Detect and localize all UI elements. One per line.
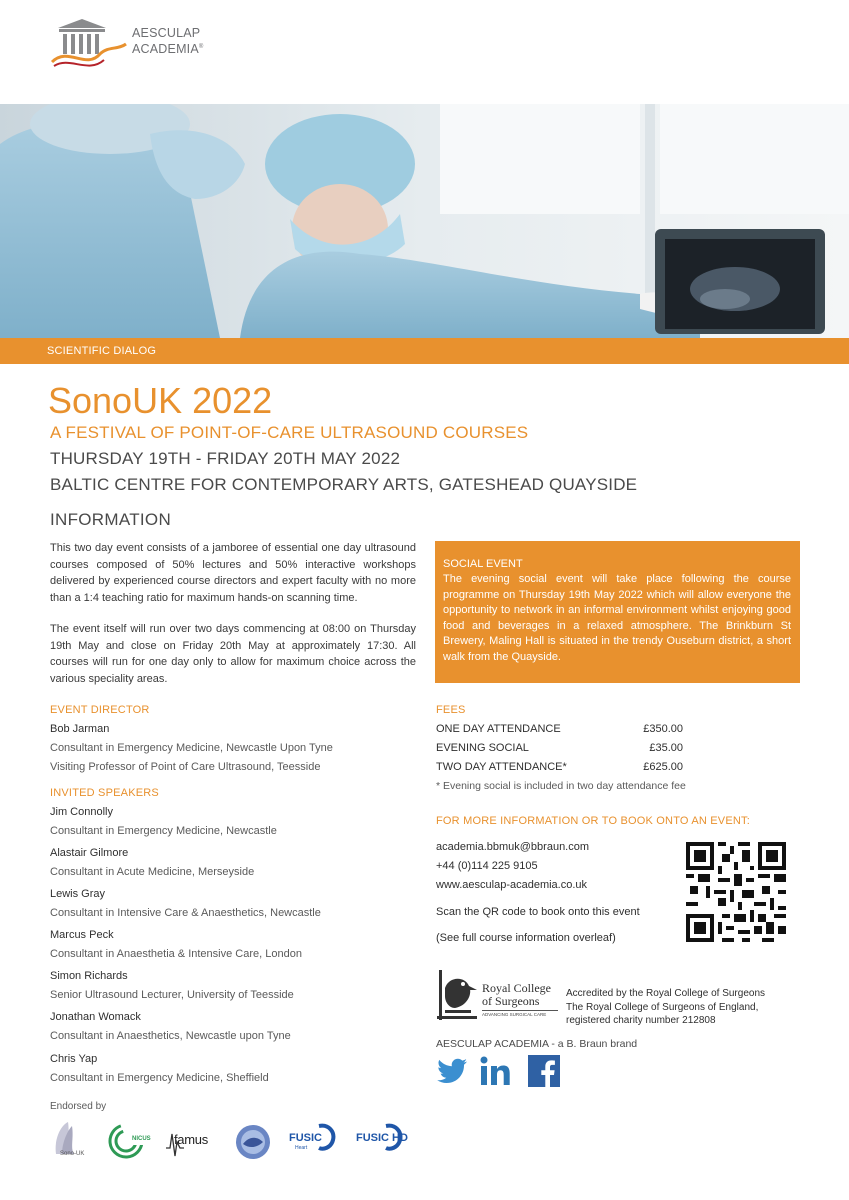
event-venue: BALTIC CENTRE FOR CONTEMPORARY ARTS, GATESHEAD QUAYSIDE: [50, 475, 638, 494]
rcs-logo-line2: of Surgeons: [482, 994, 540, 1008]
fusic-heart-logo: [289, 1120, 337, 1162]
rcs-accreditation: [566, 987, 765, 1028]
twitter-icon[interactable]: [436, 1055, 468, 1087]
hero-photo: [0, 104, 849, 338]
speaker-name: Lewis Gray: [50, 888, 106, 900]
event-director-heading: EVENT DIRECTOR: [50, 704, 150, 716]
director-name: Bob Jarman: [50, 723, 110, 735]
qr-instruction: Scan the QR code to book onto this event: [436, 906, 640, 918]
social-event-text: The evening social event will take place following the course programme on Thursday 19th May 2022 which will allow everyone the opportunity to network in an informal environment whilst enjoying good food and beverages in a relaxed atmosphere. The Brinkburn St Brewery, Maling Hall is situated in the trendy Ouseburn district, a short walk from the Quayside.: [443, 573, 791, 663]
fee-note: * Evening social is included in two day attendance fee: [436, 780, 686, 792]
brand-wordmark: [132, 26, 204, 56]
fee-label: ONE DAY ATTENDANCE: [436, 723, 561, 735]
event-title: SonoUK 2022: [48, 380, 273, 421]
speaker-name: Chris Yap: [50, 1053, 98, 1065]
fee-label: EVENING SOCIAL: [436, 742, 529, 754]
brand-line1: AESCULAP: [132, 26, 201, 40]
fees-heading: FEES: [436, 704, 466, 716]
email-link[interactable]: academia.bbmuk@bbraun.com: [436, 841, 590, 853]
speaker-name: Jim Connolly: [50, 806, 113, 818]
rcs-logo-line1: Royal College: [482, 981, 551, 995]
fusic-hd-label: FUSIC HD: [356, 1132, 408, 1144]
social-event-heading: SOCIAL EVENT: [443, 558, 523, 570]
speaker-role: Consultant in Acute Medicine, Merseyside: [50, 866, 255, 878]
endorsed-by-label: Endorsed by: [50, 1101, 107, 1112]
speaker-name: Alastair Gilmore: [50, 847, 129, 859]
speaker-name: Marcus Peck: [50, 929, 114, 941]
band-label: SCIENTIFIC DIALOG: [47, 345, 157, 357]
info-paragraph: This two day event consists of a jamboree of essential one day ultrasound courses composed of 50% lectures and 50% interactive workshops delivered by experienced course directors and expert faculty with no more than a 1:4 teaching ratio for maximum hands-on scanning time.: [50, 542, 416, 604]
qr-code[interactable]: [686, 842, 786, 942]
fusic-hd-logo: [356, 1120, 420, 1162]
famus-logo: [164, 1120, 220, 1162]
speaker-role: Consultant in Anaesthetia & Intensive Care, London: [50, 948, 302, 960]
facebook-icon[interactable]: [528, 1055, 560, 1087]
fusic-heart-sub: Heart: [295, 1145, 308, 1151]
website-link[interactable]: www.aesculap-academia.co.uk: [436, 879, 588, 891]
rcs-line: The Royal College of Surgeons of England,: [566, 1001, 759, 1013]
brand-line: AESCULAP ACADEMIA - a B. Braun brand: [436, 1038, 638, 1050]
brand-reg: ®: [198, 44, 204, 50]
info-paragraph: The event itself will run over two days commencing at 08:00 on Thursday 19th May and close on Friday 20th May at approximately 17:30. All courses will run for one day only to allow for maximum choice across the various speciality areas.: [50, 623, 416, 685]
brand-line2: ACADEMIA: [132, 42, 199, 57]
event-subtitle: A FESTIVAL OF POINT-OF-CARE ULTRASOUND COURSES: [50, 423, 529, 442]
fee-value: £35.00: [649, 742, 683, 754]
invited-speakers-heading: INVITED SPEAKERS: [50, 787, 159, 799]
rcs-line: registered charity number 212808: [566, 1015, 716, 1026]
speaker-role: Consultant in Emergency Medicine, Sheffield: [50, 1072, 269, 1084]
director-role: Visiting Professor of Point of Care Ultrasound, Teesside: [50, 761, 321, 773]
emblem-logo: [235, 1120, 271, 1162]
sono-uk-logo: [50, 1120, 96, 1162]
speaker-role: Consultant in Intensive Care & Anaesthetics, Newcastle: [50, 907, 321, 919]
phone-number: +44 (0)114 225 9105: [436, 860, 538, 872]
overleaf-note: (See full course information overleaf): [436, 932, 616, 944]
academia-temple-icon: [48, 16, 128, 76]
linkedin-icon[interactable]: [480, 1055, 512, 1087]
fee-label: TWO DAY ATTENDANCE*: [436, 761, 567, 773]
famus-label: famus: [174, 1132, 208, 1147]
director-role: Consultant in Emergency Medicine, Newcastle Upon Tyne: [50, 742, 333, 754]
nicus-logo: [106, 1120, 158, 1162]
fee-value: £625.00: [643, 761, 683, 773]
fee-value: £350.00: [643, 723, 683, 735]
information-heading: INFORMATION: [50, 510, 172, 529]
speaker-name: Jonathan Womack: [50, 1011, 141, 1023]
more-info-heading: FOR MORE INFORMATION OR TO BOOK ONTO AN EVENT:: [436, 815, 750, 827]
speaker-role: Consultant in Anaesthetics, Newcastle upon Tyne: [50, 1030, 291, 1042]
fusic-heart-label: FUSIC: [289, 1132, 322, 1144]
social-event-box: [435, 541, 800, 683]
rcs-logo: [435, 968, 559, 1024]
rcs-bird-crest-icon: [435, 968, 479, 1024]
rcs-logo-tagline: ADVANCING SURGICAL CARE: [482, 1010, 558, 1017]
nicus-label: NICUS: [132, 1136, 151, 1142]
rcs-line: Accredited by the Royal College of Surgeons: [566, 988, 766, 999]
speaker-role: Consultant in Emergency Medicine, Newcastle: [50, 825, 277, 837]
speaker-name: Simon Richards: [50, 970, 128, 982]
speaker-role: Senior Ultrasound Lecturer, University of Teesside: [50, 989, 294, 1001]
event-dates: THURSDAY 19TH - FRIDAY 20TH MAY 2022: [50, 449, 401, 468]
sono-uk-label: Sono-UK: [60, 1151, 85, 1157]
